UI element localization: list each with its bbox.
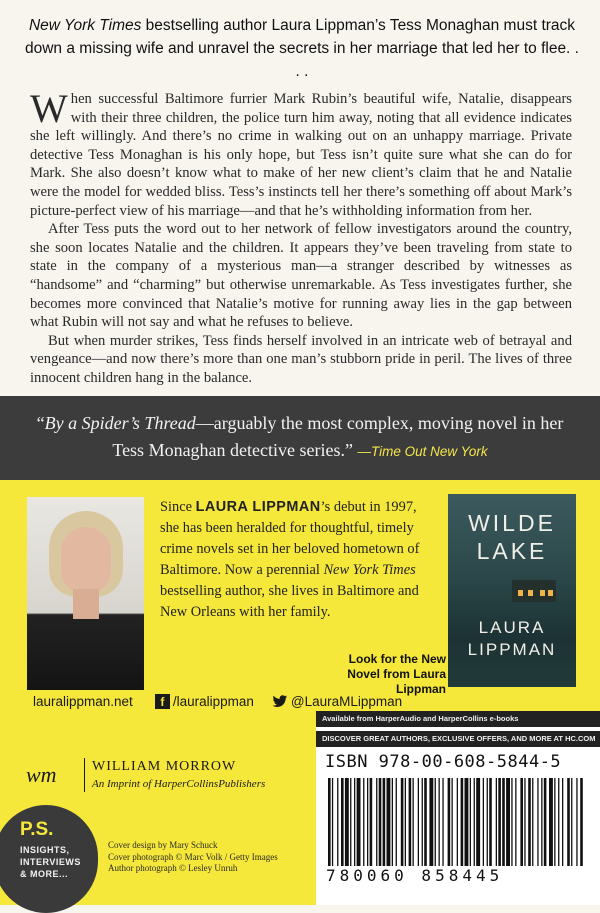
barcode-bar: [379, 778, 382, 878]
barcode-bar: [424, 778, 427, 878]
barcode-bar: [496, 778, 497, 878]
barcode-bar: [506, 778, 510, 878]
new-novel-title-2: LAKE: [476, 538, 548, 564]
barcode-bar: [383, 778, 386, 878]
window-light: [548, 590, 553, 596]
barcode-bar: [422, 778, 423, 878]
synopsis-paragraph-1: [30, 86, 572, 220]
author-bio: [160, 497, 438, 623]
window-light: [540, 590, 545, 596]
barcode-bar: [532, 778, 533, 878]
cover-credits: [108, 840, 278, 875]
barcode-bar: [567, 778, 570, 878]
barcode-bar: [489, 778, 492, 878]
hc-promo-strip: DISCOVER GREAT AUTHORS, EXCLUSIVE OFFERS, AND MORE AT HC.COM: [316, 731, 600, 747]
ps-badge-line-1: INSIGHTS,: [20, 845, 70, 855]
ps-badge-title: P.S.: [20, 819, 54, 840]
william-morrow-logo: wm: [26, 762, 57, 787]
barcode-bar: [354, 778, 355, 878]
ps-badge-line-3: & MORE...: [20, 869, 69, 879]
barcode-bar: [370, 778, 373, 878]
barcode: [326, 778, 588, 878]
social-links: [33, 694, 402, 709]
facebook-link[interactable]: /lauralippman: [172, 694, 254, 709]
barcode-bar: [511, 778, 512, 878]
barcode-bar: [528, 778, 531, 878]
barcode-bar: [341, 778, 344, 878]
barcode-bar: [387, 778, 391, 878]
barcode-bar: [537, 778, 538, 878]
barcode-bar: [544, 778, 547, 878]
barcode-bar: [498, 778, 501, 878]
barcode-bar: [470, 778, 471, 878]
barcode-bar: [520, 778, 523, 878]
publisher-divider: [84, 758, 85, 792]
facebook-icon: f: [155, 694, 170, 709]
bio-text-2: bestselling author, she lives in Baltimore and New Orleans with her family.: [160, 583, 419, 620]
quote-title: By a Spider’s Thread: [44, 413, 196, 433]
quote-attribution: —Time Out New York: [357, 444, 488, 459]
barcode-bar: [401, 778, 404, 878]
barcode-bar: [515, 778, 516, 878]
ebook-availability-strip: Available from HarperAudio and HarperCollins e-books: [316, 711, 600, 727]
barcode-bar: [376, 778, 377, 878]
new-novel-author-1: LAURA: [478, 618, 546, 637]
barcode-bar: [418, 778, 419, 878]
back-cover-top: [0, 0, 600, 396]
barcode-bar: [448, 778, 451, 878]
review-quote: [30, 410, 570, 465]
author-name: LAURA LIPPMAN: [195, 499, 321, 515]
isbn-number: ISBN 978-00-608-5844-5: [325, 752, 562, 772]
barcode-bar: [439, 778, 440, 878]
barcode-bar: [502, 778, 505, 878]
barcode-bar: [345, 778, 349, 878]
publisher-imprint: An Imprint of HarperCollinsPublishers: [92, 778, 266, 790]
barcode-bar: [576, 778, 577, 878]
window-light: [518, 590, 523, 596]
barcode-bar: [442, 778, 443, 878]
barcode-bar: [465, 778, 469, 878]
barcode-bar: [413, 778, 414, 878]
barcode-bar: [474, 778, 475, 878]
barcode-bar: [392, 778, 393, 878]
barcode-bar: [357, 778, 361, 878]
credit-author-photo: Author photograph © Lesley Unruh: [108, 863, 238, 873]
barcode-bar: [461, 778, 464, 878]
barcode-bar: [524, 778, 525, 878]
synopsis-text-1: hen successful Baltimore furrier Mark Rubin’s beautiful wife, Natalie, disappears with their three children, the police turn him away, noting that all evidence indicates she left willingly. And there’s no crime in walking out on an unhappy marriage. Private detective Tess Monaghan is his only hope, but Tess isn’t quite sure what she can do for Mark. She also doesn’t know what to make of her new client’s claim that he and Natalie were the model for wedded bliss. Tess’s instincts tell her there’s something off about Mark’s picture-perfect view of his marriage—and that he’s withholding information from her.: [30, 91, 572, 219]
new-novel-cover: [448, 494, 576, 687]
publisher-name: WILLIAM MORROW: [92, 759, 237, 774]
headline-nyt: New York Times: [28, 17, 142, 34]
new-novel-title-1: WILDE: [468, 510, 556, 536]
barcode-bar: [487, 778, 488, 878]
barcode-bar: [580, 778, 583, 878]
barcode-bar: [429, 778, 433, 878]
barcode-bar: [337, 778, 338, 878]
barcode-bar: [558, 778, 559, 878]
twitter-link[interactable]: @LauraMLippman: [290, 694, 403, 709]
barcode-bar: [435, 778, 436, 878]
barcode-bar: [332, 778, 333, 878]
barcode-bar: [457, 778, 458, 878]
synopsis-paragraph-2: After Tess puts the word out to her network of fellow investigators around the country, she soon locates Natalie and the children. It appears they’ve been traveling from state to state in the company of a mysterious man—a stranger described by witnesses as “handsome” and “charming” but otherwise unremarkable. As Tess investigates further, she becomes more convinced that Natalie’s motive for running away lies in the gap between what Rubin will not say and what he refuses to believe.: [30, 221, 572, 331]
barcode-bar: [562, 778, 563, 878]
headline: [22, 14, 582, 83]
barcode-digits: 780060 858445: [326, 866, 588, 885]
drop-cap: W: [30, 86, 68, 131]
quote-text: —arguably the most complex, moving novel in her Tess Monaghan detective series.”: [112, 413, 564, 460]
ps-badge: [0, 805, 98, 913]
website-link[interactable]: lauralippman.net: [33, 694, 133, 709]
barcode-bar: [483, 778, 484, 878]
barcode-bar: [549, 778, 553, 878]
barcode-bar: [328, 778, 331, 878]
barcode-bar: [367, 778, 368, 878]
twitter-icon: [272, 695, 288, 708]
credit-cover-design: Cover design by Mary Schuck: [108, 840, 218, 850]
ps-badge-line-2: INTERVIEWS: [20, 857, 81, 867]
headline-text: bestselling author Laura Lippman’s Tess Monaghan must track down a missing wife and unravel the secrets in her marriage that led her to flee. . . .: [25, 17, 579, 80]
credit-cover-photo: Cover photograph © Marc Volk / Getty Images: [108, 851, 278, 862]
bio-nyt: New York Times: [323, 562, 416, 578]
author-photo-face: [61, 527, 111, 593]
barcode-bar: [541, 778, 542, 878]
barcode-bar: [409, 778, 412, 878]
new-novel-author-2: LIPPMAN: [467, 640, 557, 659]
window-light: [528, 590, 533, 596]
barcode-bar: [571, 778, 572, 878]
barcode-bar: [476, 778, 480, 878]
barcode-bar: [350, 778, 351, 878]
barcode-bar: [396, 778, 397, 878]
bio-text-1: ’s debut in 1997, she has been heralded for thoughtful, timely crime novels set in her beloved hometown of Baltimore. Now a perennial: [160, 499, 420, 578]
author-photo: [27, 497, 144, 690]
synopsis: [30, 86, 572, 388]
barcode-bar: [554, 778, 555, 878]
barcode-bar: [363, 778, 364, 878]
review-quote-band: [0, 396, 600, 480]
quote-open: “: [36, 413, 45, 433]
bio-lead: Since: [160, 499, 196, 515]
barcode-bar: [452, 778, 453, 878]
author-photo-neck: [73, 589, 99, 619]
new-novel-tagline: Look for the New Novel from Laura Lippman: [347, 652, 446, 696]
synopsis-paragraph-3: But when murder strikes, Tess finds herself involved in an intricate web of betrayal and vengeance—and now there’s more than one man’s stubborn pride in peril. The lives of three innocent children hang in the balance.: [30, 332, 572, 386]
barcode-bar: [405, 778, 406, 878]
